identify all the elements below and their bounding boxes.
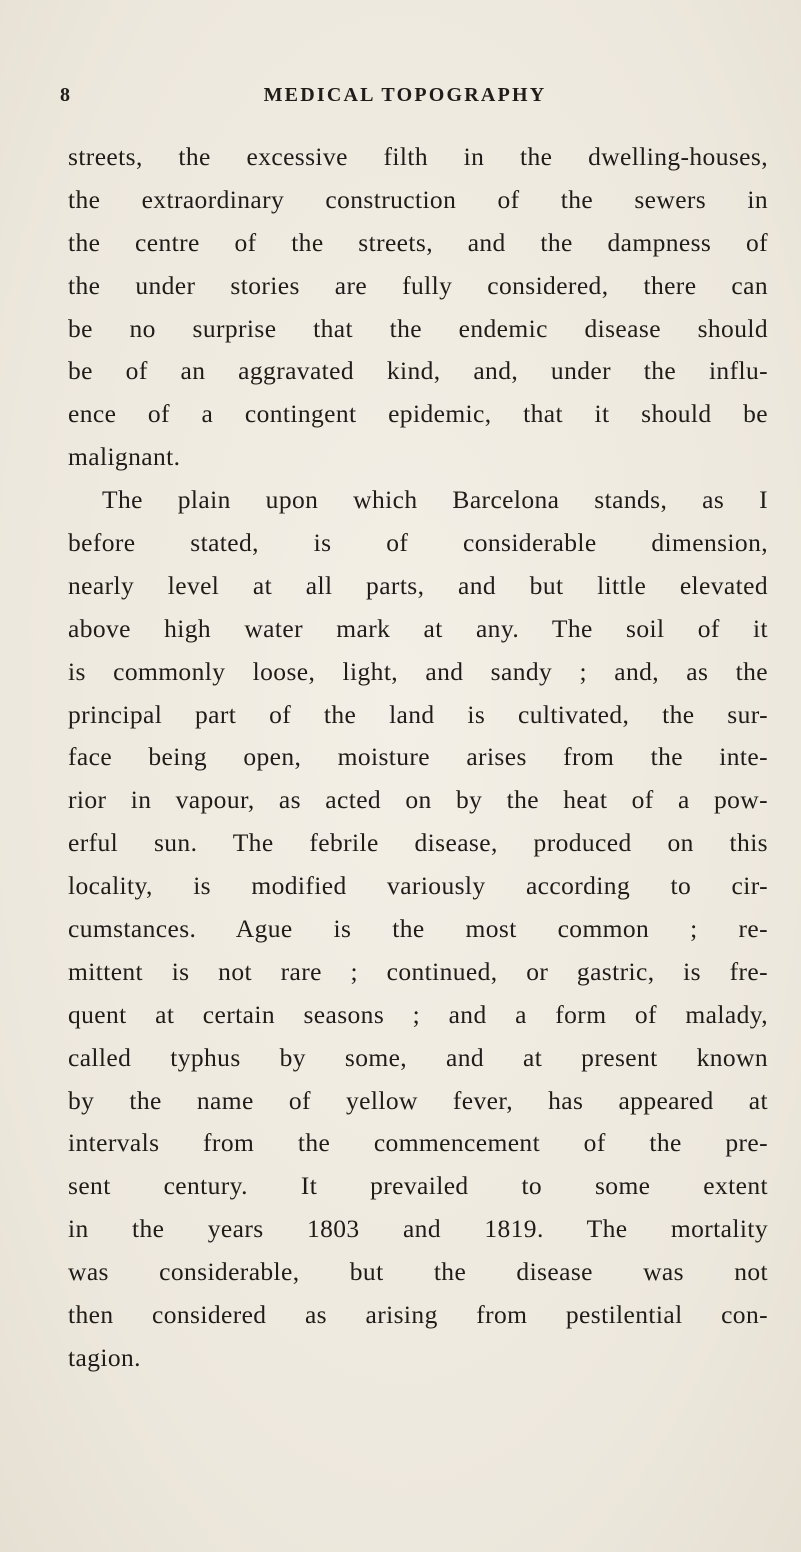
text-line: above high water mark at any. The soil of it <box>68 613 768 643</box>
text-line: called typhus by some, and at present known <box>68 1042 768 1072</box>
text-line: rior in vapour, as acted on by the heat of a pow- <box>68 785 768 815</box>
text-line: cumstances. Ague is the most common ; re- <box>68 914 768 944</box>
text-line: quent at certain seasons ; and a form of malady, <box>68 999 768 1029</box>
text-line: the centre of the streets, and the dampness of <box>68 227 768 257</box>
page-number: 8 <box>60 84 71 106</box>
text-line: in the years 1803 and 1819. The mortality <box>68 1214 768 1244</box>
text-line: then considered as arising from pestilential con- <box>68 1300 768 1330</box>
running-head-title: MEDICAL TOPOGRAPHY <box>263 84 547 106</box>
text-line: intervals from the commencement of the pre- <box>68 1128 768 1158</box>
body-text <box>68 136 768 1380</box>
text-line: the under stories are fully considered, there can <box>68 270 768 300</box>
text-line: tagion. <box>68 1342 141 1372</box>
text-line: be no surprise that the endemic disease should <box>68 313 768 343</box>
text-line: was considerable, but the disease was not <box>68 1257 768 1287</box>
text-line: face being open, moisture arises from the inte- <box>68 742 768 772</box>
text-line: be of an aggravated kind, and, under the influ- <box>68 356 768 386</box>
text-line: locality, is modified variously according to cir- <box>68 871 768 901</box>
text-line: by the name of yellow fever, has appeared at <box>68 1085 768 1115</box>
running-head <box>60 84 750 114</box>
text-line: erful sun. The febrile disease, produced on this <box>68 828 768 858</box>
text-line: The plain upon which Barcelona stands, as I <box>102 485 768 515</box>
text-line: malignant. <box>68 442 181 472</box>
text-line: before stated, is of considerable dimension, <box>68 528 768 558</box>
text-line: ence of a contingent epidemic, that it should be <box>68 399 768 429</box>
text-line: the extraordinary construction of the sewers in <box>68 184 768 214</box>
text-line: sent century. It prevailed to some extent <box>68 1171 768 1201</box>
text-line: principal part of the land is cultivated, the sur- <box>68 699 768 729</box>
text-line: streets, the excessive filth in the dwelling-houses, <box>68 142 768 171</box>
text-line: is commonly loose, light, and sandy ; and, as the <box>68 656 768 686</box>
text-line: mittent is not rare ; continued, or gastric, is fre- <box>68 956 768 986</box>
text-line: nearly level at all parts, and but little elevated <box>68 570 768 600</box>
